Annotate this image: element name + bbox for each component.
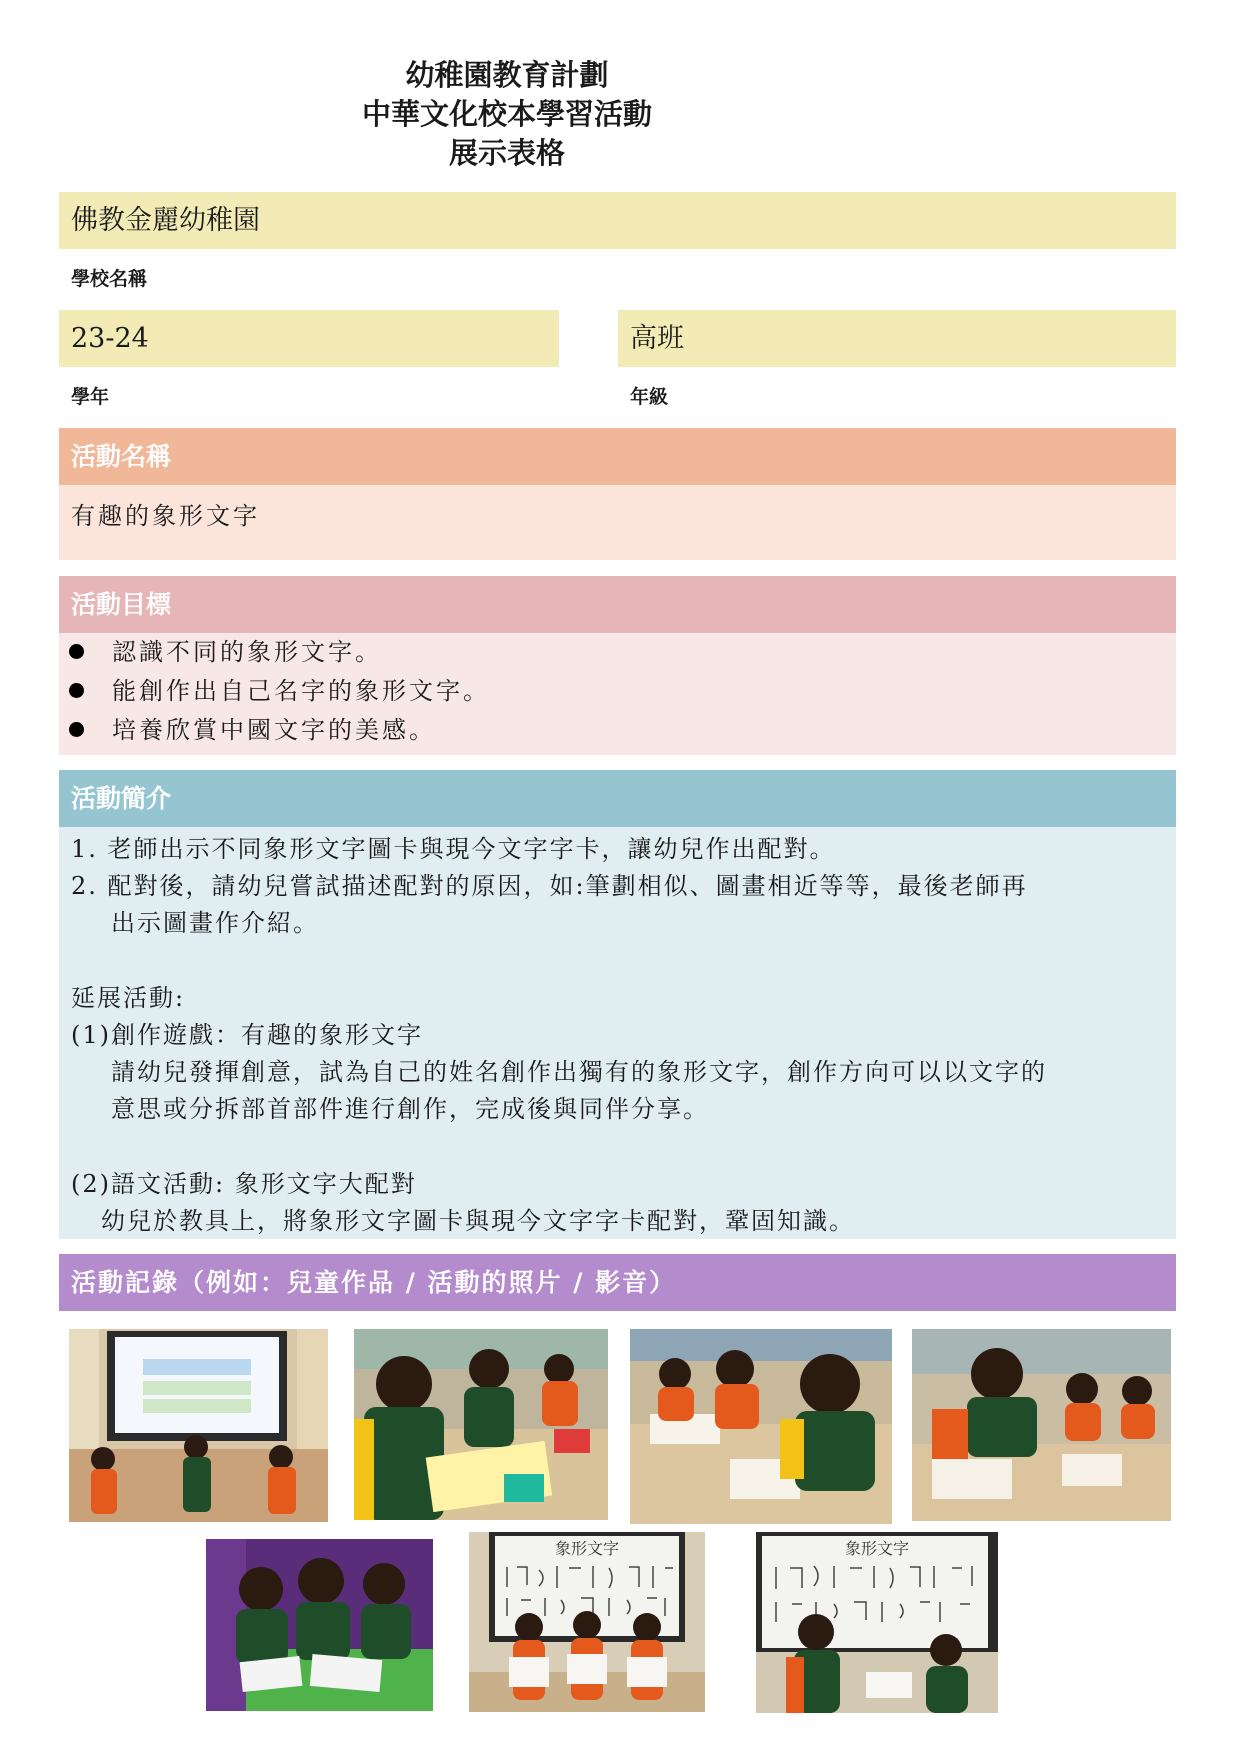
girl-matching-cards-photo [354,1329,608,1520]
intro-step-1: 1. 老師出示不同象形文字圖卡與現今文字字卡，讓幼兒作出配對。 [71,835,836,863]
extension-2-desc: 幼兒於教具上，將象形文字圖卡與現今文字字卡配對，鞏固知識。 [101,1207,855,1235]
introduction-heading: 活動簡介 [59,770,1176,827]
children-at-whiteboard-photo [69,1329,328,1522]
extension-1-desc: 請幼兒發揮創意，試為自己的姓名創作出獨有的象形文字，創作方向可以以文字的 [111,1058,1047,1086]
bullet-icon [69,683,84,698]
title-line-3: 展示表格 [448,136,565,170]
children-showing-work-photo [469,1532,705,1712]
children-at-screen-photo [756,1532,998,1713]
extension-1-title: (1)創作遊戲：有趣的象形文字 [71,1021,423,1049]
grade-value: 高班 [630,323,684,354]
objectives-heading: 活動目標 [59,576,1176,633]
bullet-icon [69,644,84,659]
school-year-value: 23-24 [71,323,149,354]
objective-item: 能創作出自己名字的象形文字。 [69,672,490,710]
records-heading: 活動記錄（例如：兒童作品 / 活動的照片 / 影音） [59,1254,1176,1311]
title-line-1: 幼稚園教育計劃 [405,58,609,92]
document-title [0,56,1014,173]
extension-2-title: (2)語文活動: 象形文字大配對 [71,1170,417,1198]
introduction-body [59,827,1176,1239]
school-year-field [59,310,559,367]
school-name-label: 學校名稱 [71,268,148,290]
intro-step-2-cont: 出示圖畫作介紹。 [111,909,319,937]
school-year-label: 學年 [71,386,110,408]
activity-name-value: 有趣的象形文字 [71,502,260,530]
extension-heading: 延展活動: [71,984,186,1012]
activity-name-body [59,485,1176,560]
activity-name-heading: 活動名稱 [59,428,1176,485]
intro-step-2: 2. 配對後，請幼兒嘗試描述配對的原因，如:筆劃相似、圖畫相近等等，最後老師再 [71,872,1028,900]
title-line-2: 中華文化校本學習活動 [361,97,652,131]
boy-writing-photo [912,1329,1171,1521]
grade-label: 年級 [630,386,669,408]
school-name-value: 佛教金麗幼稚園 [71,205,260,236]
extension-1-desc-cont: 意思或分拆部首部件進行創作，完成後與同伴分享。 [111,1095,709,1123]
objective-item: 培養欣賞中國文字的美感。 [69,711,436,749]
children-with-sheets-photo [206,1539,433,1711]
objectives-body [59,633,1176,755]
school-name-field [59,192,1176,249]
screen-caption: 象形文字 [554,1539,620,1558]
bullet-icon [69,722,84,737]
children-writing-photo [630,1329,892,1524]
objective-item: 認識不同的象形文字。 [69,633,382,671]
screen-caption: 象形文字 [844,1539,910,1558]
grade-field [618,310,1176,367]
